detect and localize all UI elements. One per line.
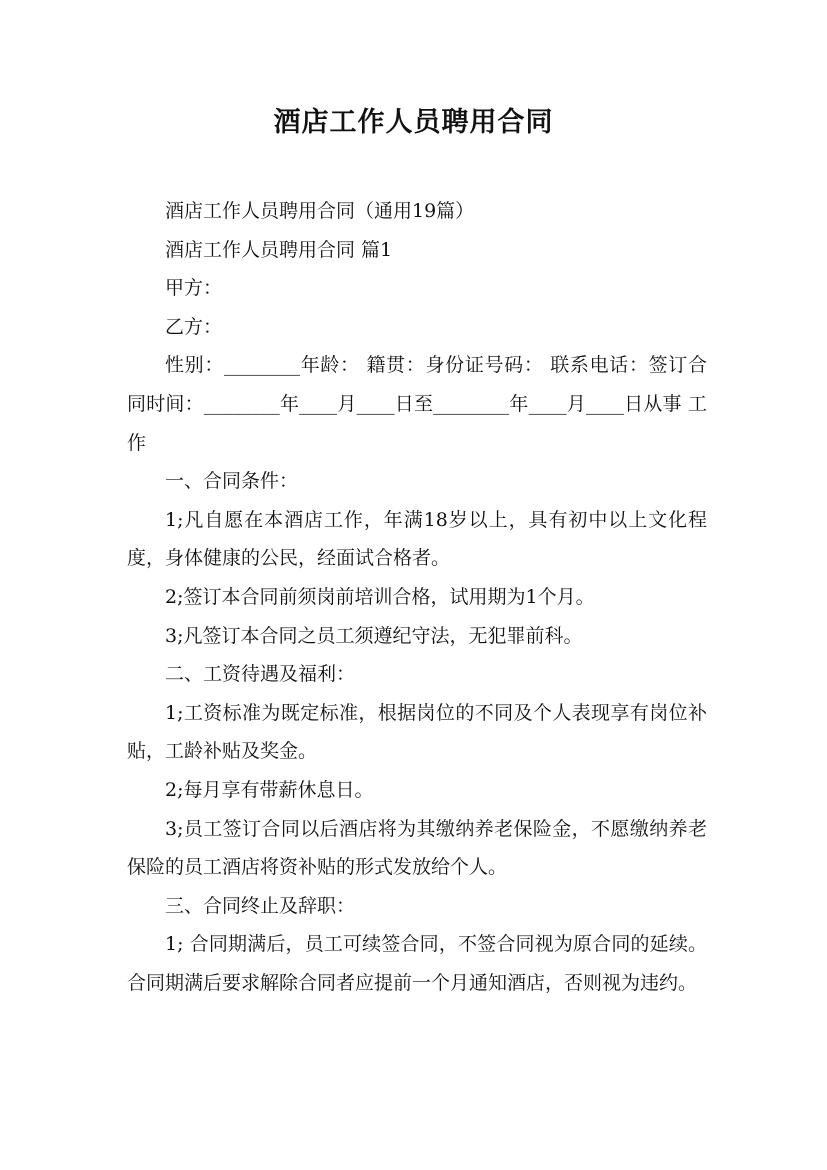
paragraph-section-heading: 酒店工作人员聘用合同 篇1 bbox=[165, 238, 393, 261]
document-body bbox=[127, 192, 707, 1002]
paragraph-condition-1: 1;凡自愿在本酒店工作，年满18岁以上，具有初中以上文化程度，身体健康的公民，经面试合格者。 bbox=[127, 508, 707, 570]
paragraph-salary-1: 1;工资标准为既定标准，根据岗位的不同及个人表现享有岗位补贴，工龄补贴及奖金。 bbox=[127, 701, 707, 763]
paragraph-heading-salary: 二、工资待遇及福利： bbox=[165, 663, 356, 686]
paragraph-heading-conditions: 一、合同条件： bbox=[165, 470, 299, 493]
paragraph-subtitle: 酒店工作人员聘用合同（通用19篇） bbox=[165, 200, 475, 222]
paragraph-condition-2: 2;签订本合同前须岗前培训合格，试用期为1个月。 bbox=[165, 585, 595, 608]
paragraph-party-b: 乙方： bbox=[165, 315, 223, 338]
paragraph-condition-3: 3;凡签订本合同之员工须遵纪守法，无犯罪前科。 bbox=[165, 624, 583, 647]
paragraph-heading-termination: 三、合同终止及辞职： bbox=[165, 894, 356, 917]
paragraph-personal-info: 性别：________年龄： 籍贯：身份证号码： 联系电话：签订合同时间：________年____月____日至________年____月____日从事 工作 bbox=[127, 354, 707, 454]
paragraph-party-a: 甲方： bbox=[165, 277, 223, 300]
document-title: 酒店工作人员聘用合同 bbox=[273, 107, 554, 138]
paragraph-salary-2: 2;每月享有带薪休息日。 bbox=[165, 778, 374, 801]
paragraph-salary-3: 3;员工签订合同以后酒店将为其缴纳养老保险金，不愿缴纳养老保险的员工酒店将资补贴的形式发放给个人。 bbox=[127, 817, 707, 879]
paragraph-termination-1: 1; 合同期满后，员工可续签合同，不签合同视为原合同的延续。合同期满后要求解除合同者应提前一个月通知酒店，否则视为违约。 bbox=[127, 933, 707, 994]
